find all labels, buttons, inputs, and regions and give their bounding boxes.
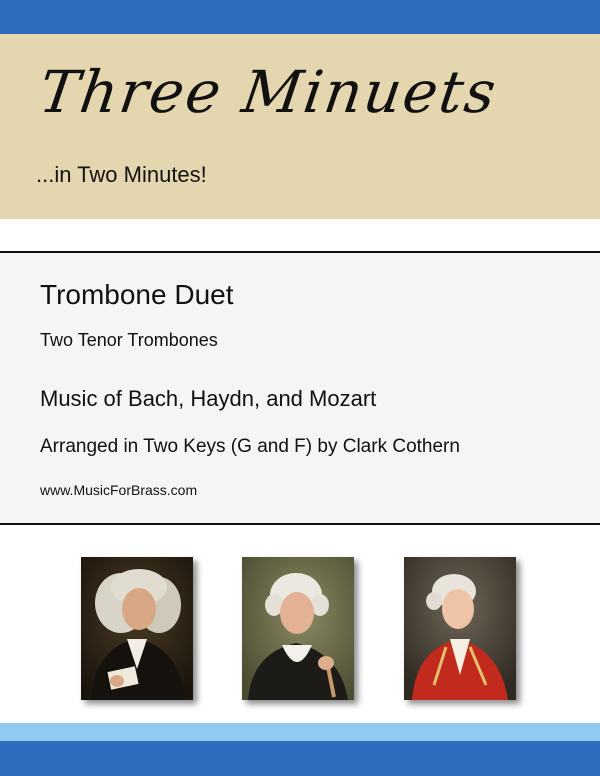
ensemble-heading: Trombone Duet <box>40 279 234 310</box>
info-panel <box>0 251 600 525</box>
top-banner <box>0 0 600 34</box>
cover-subtitle: ...in Two Minutes! <box>36 162 207 187</box>
bottom-light-band <box>0 723 600 741</box>
composers-text: Music of Bach, Haydn, and Mozart <box>40 386 377 411</box>
website-text: www.MusicForBrass.com <box>40 482 198 498</box>
bach-portrait <box>81 557 193 700</box>
haydn-portrait <box>242 557 354 700</box>
instruments-text: Two Tenor Trombones <box>40 330 218 350</box>
mozart-portrait <box>404 557 516 700</box>
bottom-banner <box>0 741 600 776</box>
arrangement-text: Arranged in Two Keys (G and F) by Clark Cothern <box>40 436 460 457</box>
cover-title: Three Minuets <box>35 58 502 126</box>
